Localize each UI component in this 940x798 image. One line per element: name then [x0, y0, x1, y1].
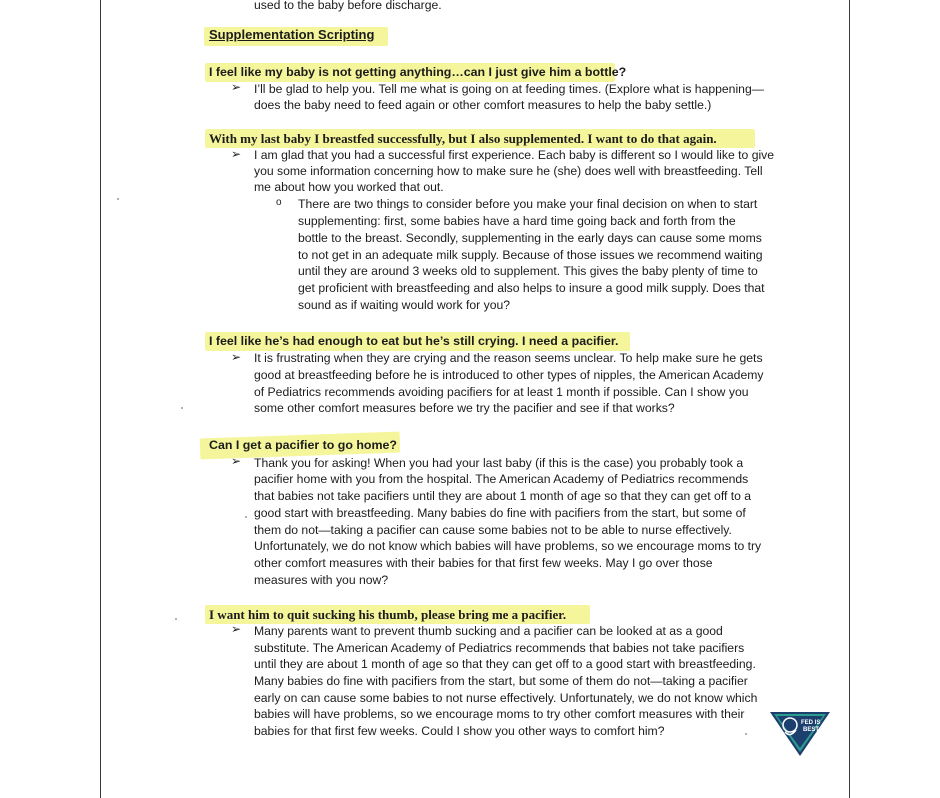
section-2-subline: sound as if waiting would work for you?	[298, 298, 511, 312]
section-5-line: babies will have problems, so we encourage moms to try other comfort measures with their	[254, 707, 745, 721]
arrow-bullet-icon: ➢	[231, 454, 242, 468]
section-4-line: Unfortunately, we do not know which babies will have problems, so we encourage moms to try	[254, 539, 762, 553]
section-4-line: measures with you now?	[254, 573, 389, 587]
arrow-bullet-icon: ➢	[231, 350, 242, 364]
section-heading-1: I feel like my baby is not getting anything…can I just give him a bottle?	[209, 65, 627, 79]
section-5-line: until they are about 1 month of age so that they can get off to a good start with breastfeeding.	[254, 657, 756, 671]
arrow-bullet-icon: ➢	[231, 622, 242, 636]
section-3-line: of Pediatrics recommends avoiding pacifiers for at least 1 month if possible. Can I show you	[254, 385, 749, 399]
logo-line-2: BEST	[803, 727, 820, 733]
section-2-subline: to not get in an adequate milk supply. Because of those issues we recommend waiting	[298, 248, 763, 262]
section-4-line: Thank you for asking! When you had your last baby (if this is the case) you probably took a	[254, 456, 744, 470]
section-5-line: babies for that first few weeks. Could I show you other ways to comfort him?	[254, 724, 665, 738]
section-4-line: other comfort measures with their babies for that first few weeks. May I go over those	[254, 556, 713, 570]
scan-speck	[745, 733, 747, 735]
section-4-line: good start with breastfeeding. Many babies do fine with pacifiers from the start, but some of	[254, 506, 746, 520]
section-1-line: I’ll be glad to help you. Tell me what is going on at feeding times. (Explore what is happening—	[254, 82, 764, 96]
section-heading-4: Can I get a pacifier to go home?	[209, 438, 397, 452]
section-2-line: I am glad that you had a successful first experience. Each baby is different so I would like to give	[254, 148, 775, 162]
fed-is-best-logo	[768, 708, 832, 758]
section-2-subline: until they are around 3 weeks old to supplement. This gives the baby plenty of time to	[298, 264, 758, 278]
circle-bullet-icon: o	[276, 197, 282, 208]
arrow-bullet-icon: ➢	[231, 147, 242, 161]
section-heading-2: With my last baby I breastfed successfully, but I also supplemented. I want to do that again.	[209, 131, 717, 146]
scan-speck	[181, 407, 183, 409]
scan-speck	[117, 198, 119, 200]
section-5-line: Many babies do fine with pacifiers from the start, but some of them do not—taking a pacifier	[254, 674, 748, 688]
section-2-subline: There are two things to consider before you make your final decision on when to start	[298, 197, 758, 211]
scan-speck	[245, 516, 247, 518]
document-title: Supplementation Scripting	[209, 27, 375, 42]
section-heading-3: I feel like he’s had enough to eat but he’s still crying. I need a pacifier.	[209, 334, 619, 348]
section-4-line: pacifier home with you from the hospital. The American Academy of Pediatrics recommends	[254, 472, 749, 486]
section-5-line: substitute. The American Academy of Pediatrics recommends that babies not take pacifiers	[254, 641, 745, 655]
section-2-line: me about how you worked that out.	[254, 180, 444, 194]
section-3-line: It is frustrating when they are crying and the reason seems unclear. To help make sure he gets	[254, 351, 763, 365]
section-3-line: some other comfort measures before we try the pacifier and see if that works?	[254, 401, 675, 415]
section-heading-5: I want him to quit sucking his thumb, please bring me a pacifier.	[209, 607, 567, 622]
top-line: used to the baby before discharge.	[254, 0, 442, 12]
section-1-line: does the baby need to feed again or other comfort measures to help the baby settle.)	[254, 98, 712, 112]
section-2-line: you some information concerning how to make sure he (she) does well with breastfeeding. Tell	[254, 164, 763, 178]
arrow-bullet-icon: ➢	[231, 80, 242, 94]
section-2-subline: supplementing: first, some babies have a hard time going back and forth from the	[298, 214, 736, 228]
section-5-line: early on can cause some babies to not nurse effectively. Unfortunately, we do not know which	[254, 691, 758, 705]
section-2-subline: bottle to the breast. Secondly, supplementing in the early days can cause some moms	[298, 231, 762, 245]
section-3-line: good at breastfeeding before he is introduced to other types of nipples, the American Academy	[254, 368, 764, 382]
scan-speck	[175, 618, 177, 620]
logo-line-1: FED IS	[801, 720, 821, 726]
section-4-line: that babies not take pacifiers until they are about 1 month of age so that they can get off to a	[254, 489, 752, 503]
section-4-line: them do not—taking a pacifier can cause some babies not to be able to nurse effectively.	[254, 523, 732, 537]
section-2-subline: get proficient with breastfeeding and also helps to insure a good milk supply. Does that	[298, 281, 765, 295]
section-5-line: Many parents want to prevent thumb sucking and a pacifier can be looked at as a good	[254, 624, 723, 638]
